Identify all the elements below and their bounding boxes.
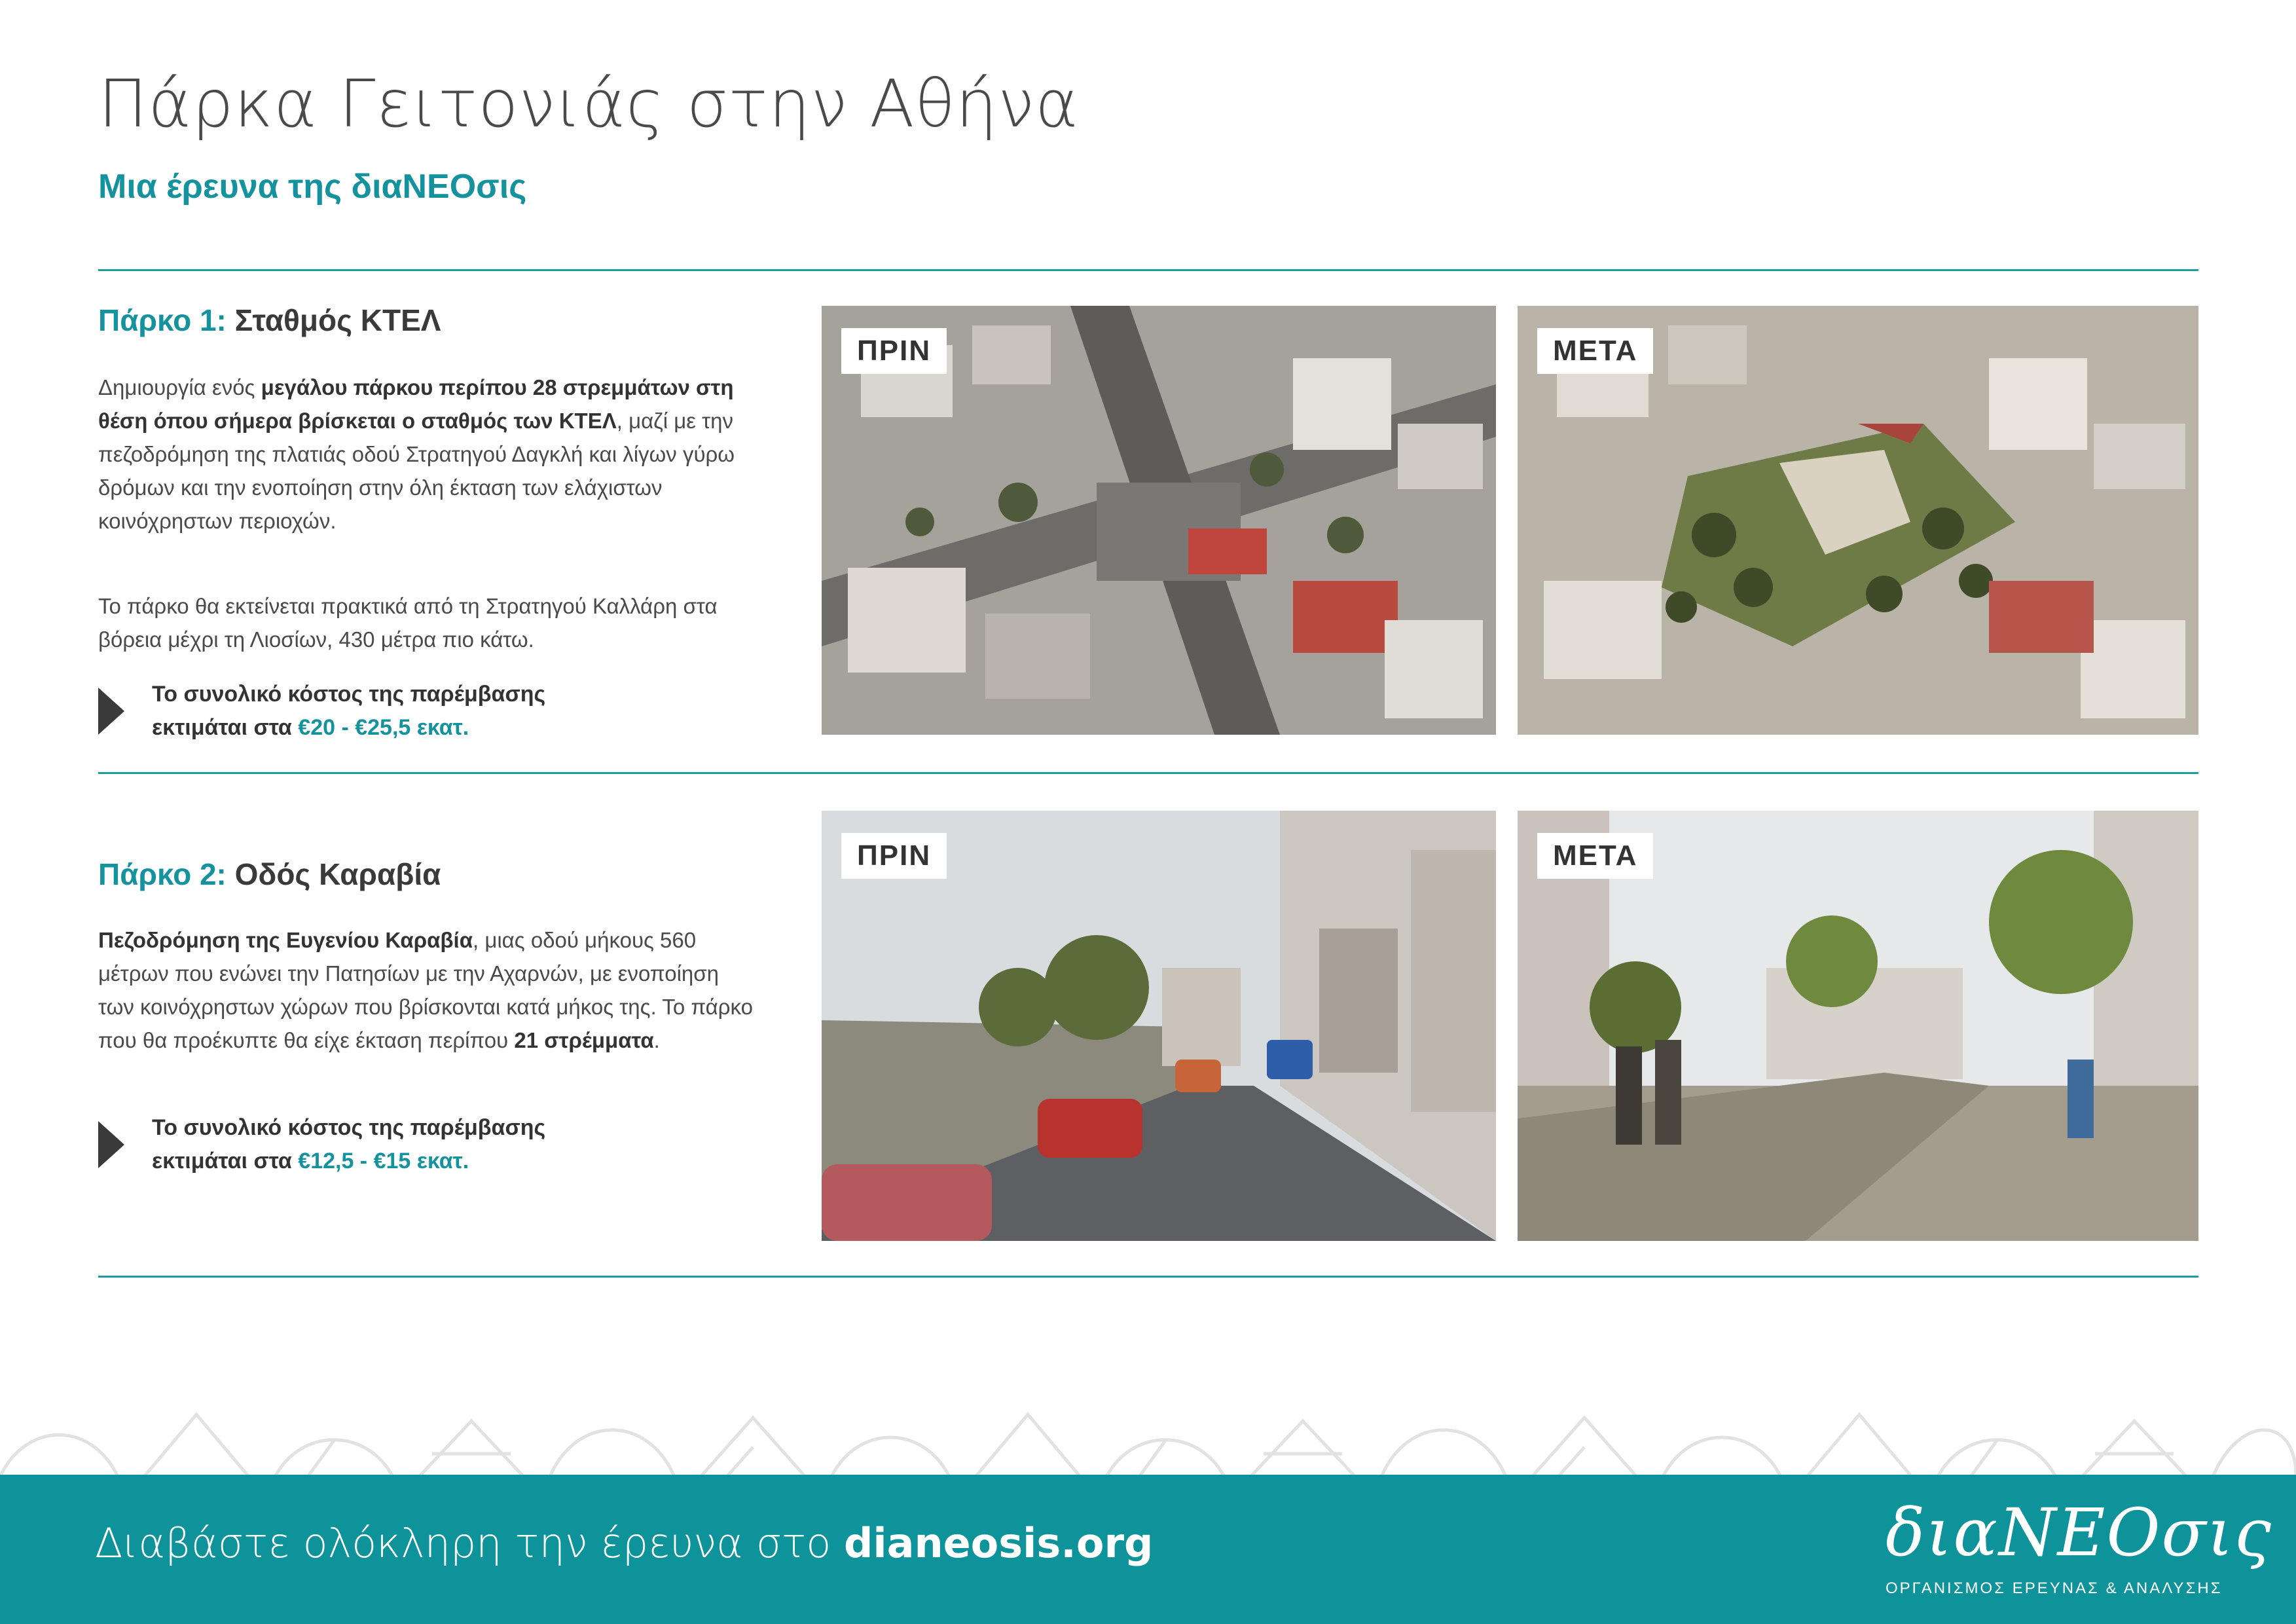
decorative-pattern	[0, 1395, 2296, 1477]
park-1-heading	[98, 303, 441, 338]
divider	[98, 269, 2198, 271]
park-1-description	[98, 371, 759, 538]
park-1-before-photo	[822, 306, 1496, 735]
brand-logo: διαΝΕΟσις	[1886, 1494, 2272, 1571]
page-title: Πάρκα Γειτονιάς στην Αθήνα	[98, 65, 1079, 142]
park-2-desc-area: 21 στρέμματα	[514, 1028, 654, 1052]
page-subtitle: Μια έρευνα της διαΝΕΟσις	[98, 168, 527, 206]
park-2-name: Οδός Καραβία	[234, 857, 441, 891]
park-1-cost	[152, 678, 741, 745]
arrow-right-icon	[98, 1121, 124, 1168]
park-2-cost-prefix: εκτιμάται στα	[152, 1149, 299, 1173]
before-label: ΠΡΙΝ	[841, 328, 947, 374]
after-label: ΜΕΤΑ	[1537, 328, 1653, 374]
park-1-cost-prefix: εκτιμάται στα	[152, 715, 299, 740]
arrow-right-icon	[98, 688, 124, 735]
brand-tagline: ΟΡΓΑΝΙΣΜΟΣ ΕΡΕΥΝΑΣ & ΑΝΑΛΥΣΗΣ	[1886, 1579, 2223, 1597]
after-label: ΜΕΤΑ	[1537, 833, 1653, 879]
park-1-description-2: Το πάρκο θα εκτείνεται πρακτικά από τη Στρατηγού Καλλάρη στα βόρεια μέχρι τη Λιοσίων, 430 μέτρα πιο κάτω.	[98, 594, 718, 652]
park-1-cost-amount: €20 - €25,5 εκατ.	[298, 715, 469, 740]
divider	[98, 1276, 2198, 1278]
park-1-desc-post: , μαζί με την πεζοδρόμηση της πλατιάς οδού Στρατηγού Δαγκλή και λίγων γύρω δρόμων και την ενοποίηση στην όλη έκταση των ελάχιστων κοινόχρηστων περιοχών.	[98, 409, 735, 533]
park-1-cost-line1: Το συνολικό κόστος της παρέμβασης	[152, 682, 546, 707]
park-2-desc-end: .	[653, 1028, 660, 1052]
park-2-number: Πάρκο 2:	[98, 857, 227, 891]
footer-cta-text: Διαβάστε ολόκληρη την έρευνα στο	[95, 1519, 844, 1567]
park-2-cost-line1: Το συνολικό κόστος της παρέμβασης	[152, 1115, 546, 1140]
park-2-cost	[152, 1111, 741, 1178]
before-label: ΠΡΙΝ	[841, 833, 947, 879]
park-2-before-photo	[822, 811, 1496, 1241]
park-1-desc-pre: Δημιουργία ενός	[98, 375, 261, 399]
park-1-desc-bold: μεγάλου πάρκου περίπου 28 στρεμμάτων στη θέση όπου σήμερα βρίσκεται ο σταθμός των ΚΤΕΛ	[98, 375, 734, 433]
footer-website-link[interactable]: dianeosis.org	[843, 1519, 1154, 1567]
park-2-desc-bold: Πεζοδρόμηση της Ευγενίου Καραβία	[98, 928, 473, 952]
park-1-name: Σταθμός ΚΤΕΛ	[234, 303, 441, 337]
divider	[98, 772, 2198, 774]
park-1-number: Πάρκο 1:	[98, 303, 227, 337]
footer-cta	[95, 1519, 1153, 1567]
park-2-cost-amount: €12,5 - €15 εκατ.	[298, 1149, 469, 1173]
park-2-heading	[98, 857, 441, 892]
park-2-description	[98, 923, 759, 1057]
park-2-desc-mid: , μιας οδού μήκους 560 μέτρων που ενώνει την Πατησίων με την Αχαρνών, με ενοποίηση των κοινόχρηστων χώρων που βρίσκονται κατά μήκος της. Το πάρκο που θα προέκυπτε θα είχε έκταση περίπου	[98, 928, 753, 1052]
park-2-after-photo	[1518, 811, 2198, 1241]
park-1-after-photo	[1518, 306, 2198, 735]
